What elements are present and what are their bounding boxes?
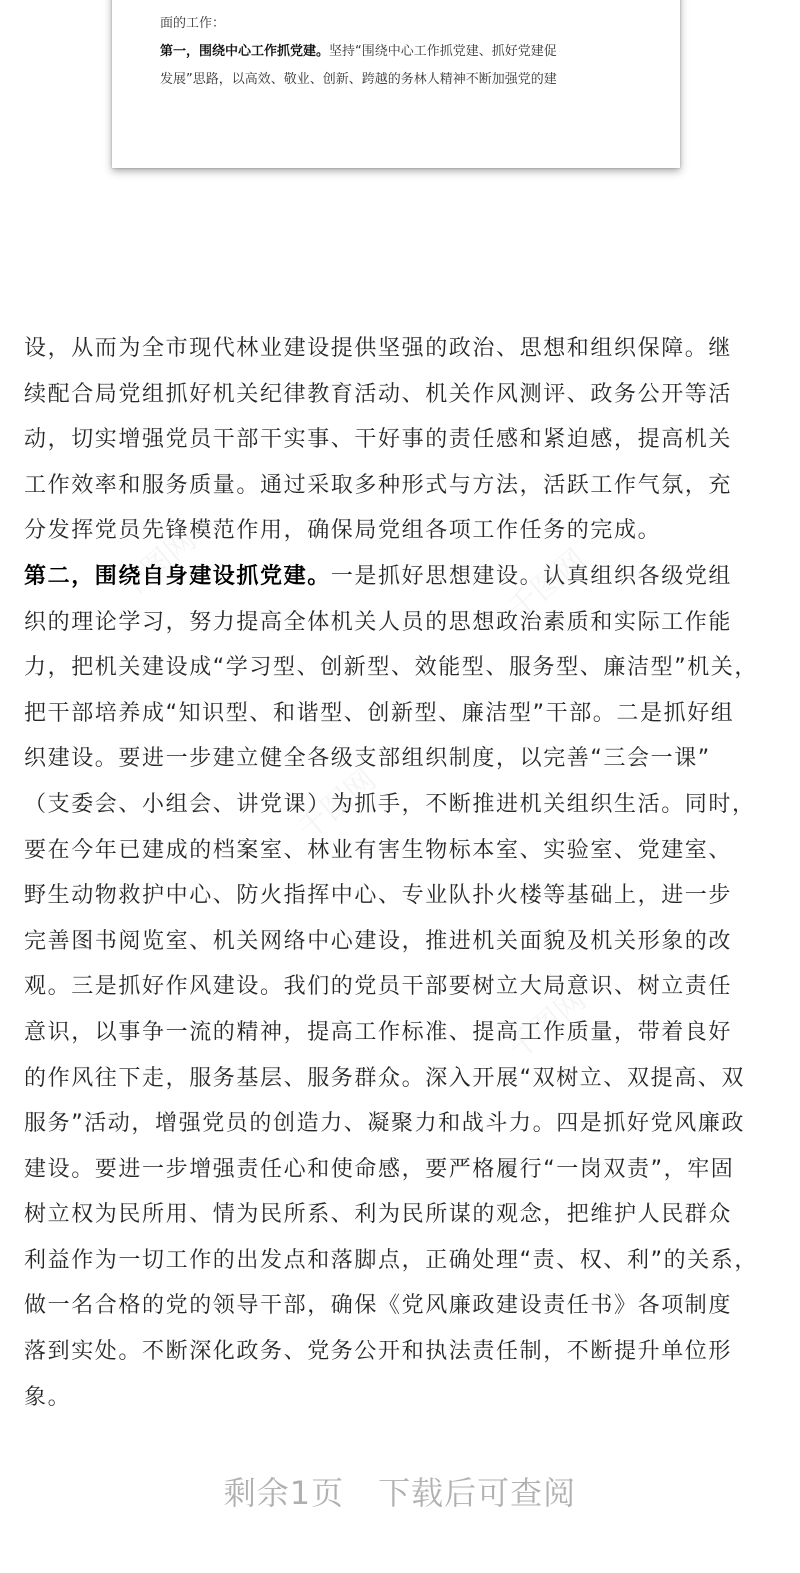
remaining-pages-notice[interactable]: [0, 1468, 800, 1514]
body-line: （支委会、小组会、讲党课）为抓手，不断推进机关组织生活。同时，: [24, 791, 756, 817]
body-line-text: 一是抓好思想建设。认真组织各级党组: [330, 563, 733, 589]
preview-line-3: 发展”思路，以高效、敬业、创新、跨越的务林人精神不断加强党的建: [160, 72, 557, 87]
preview-heading: 第一，围绕中心工作抓党建。: [160, 44, 330, 59]
body-line: 完善图书阅览室、机关网络中心建设，推进机关面貌及机关形象的改: [24, 928, 733, 954]
body-line: 利益作为一切工作的出发点和落脚点，正确处理“责、权、利”的关系，: [24, 1247, 758, 1273]
body-line: 象。: [24, 1384, 72, 1410]
body-line: 力，把机关建设成“学习型、创新型、效能型、服务型、廉洁型”机关，: [24, 655, 758, 681]
body-line: 野生动物救护中心、防火指挥中心、专业队扑火楼等基础上，进一步: [24, 883, 733, 909]
watermark: 千图网: [111, 522, 203, 608]
preview-line-2: [160, 38, 640, 66]
body-line: 落到实处。不断深化政务、党务公开和执法责任制，不断提升单位形: [24, 1339, 733, 1365]
download-to-view-label: 下载后可查阅: [378, 1474, 577, 1512]
body-line: 服务”活动，增强党员的创造力、凝聚力和战斗力。四是抓好党风廉政: [24, 1111, 745, 1137]
preview-line-1: 面的工作：: [160, 16, 226, 31]
body-line: 意识，以事争一流的精神，提高工作标准、提高工作质量，带着良好: [24, 1019, 733, 1045]
body-line: 做一名合格的党的领导干部，确保《党风廉政建设责任书》各项制度: [24, 1293, 733, 1319]
body-line: 工作效率和服务质量。通过采取多种形式与方法，活跃工作气氛，充: [24, 472, 733, 498]
body-line: 要在今年已建成的档案室、林业有害生物标本室、实验室、党建室、: [24, 837, 733, 863]
body-line: 织建设。要进一步建立健全各级支部组织制度，以完善“三会一课”: [24, 746, 711, 772]
body-line: 把干部培养成“知识型、和谐型、创新型、廉洁型”干部。二是抓好组: [24, 700, 735, 726]
body-line: 织的理论学习，努力提高全体机关人员的思想政治素质和实际工作能: [24, 609, 733, 635]
section-heading: 第二，围绕自身建设抓党建。: [24, 563, 331, 589]
remaining-pages-label: 剩余1页: [223, 1474, 345, 1512]
watermark: 千图网: [501, 542, 593, 628]
watermark: 千图网: [501, 982, 593, 1068]
body-line: 续配合局党组抓好机关纪律教育活动、机关作风测评、政务公开等活: [24, 381, 733, 407]
body-line: 设，从而为全市现代林业建设提供坚强的政治、思想和组织保障。继: [24, 336, 733, 361]
body-line: 建设。要进一步增强责任心和使命感，要严格履行“一岗双责”，牢固: [24, 1156, 735, 1182]
document-body: [24, 326, 794, 1420]
body-line: 树立权为民所用、情为民所系、利为民所谋的观念，把维护人民群众: [24, 1202, 733, 1228]
preview-page-card: [112, 0, 680, 168]
body-line: 动，切实增强党员干部干实事、干好事的责任感和紧迫感，提高机关: [24, 427, 733, 453]
watermark: 千图网: [291, 762, 383, 848]
body-line: 观。三是抓好作风建设。我们的党员干部要树立大局意识、树立责任: [24, 974, 733, 1000]
body-line: [24, 554, 794, 600]
preview-line-2-text: 坚持“围绕中心工作抓党建、抓好党建促: [329, 44, 557, 59]
body-line: 分发挥党员先锋模范作用，确保局党组各项工作任务的完成。: [24, 518, 662, 544]
body-line: 的作风往下走，服务基层、服务群众。深入开展“双树立、双提高、双: [24, 1065, 745, 1091]
